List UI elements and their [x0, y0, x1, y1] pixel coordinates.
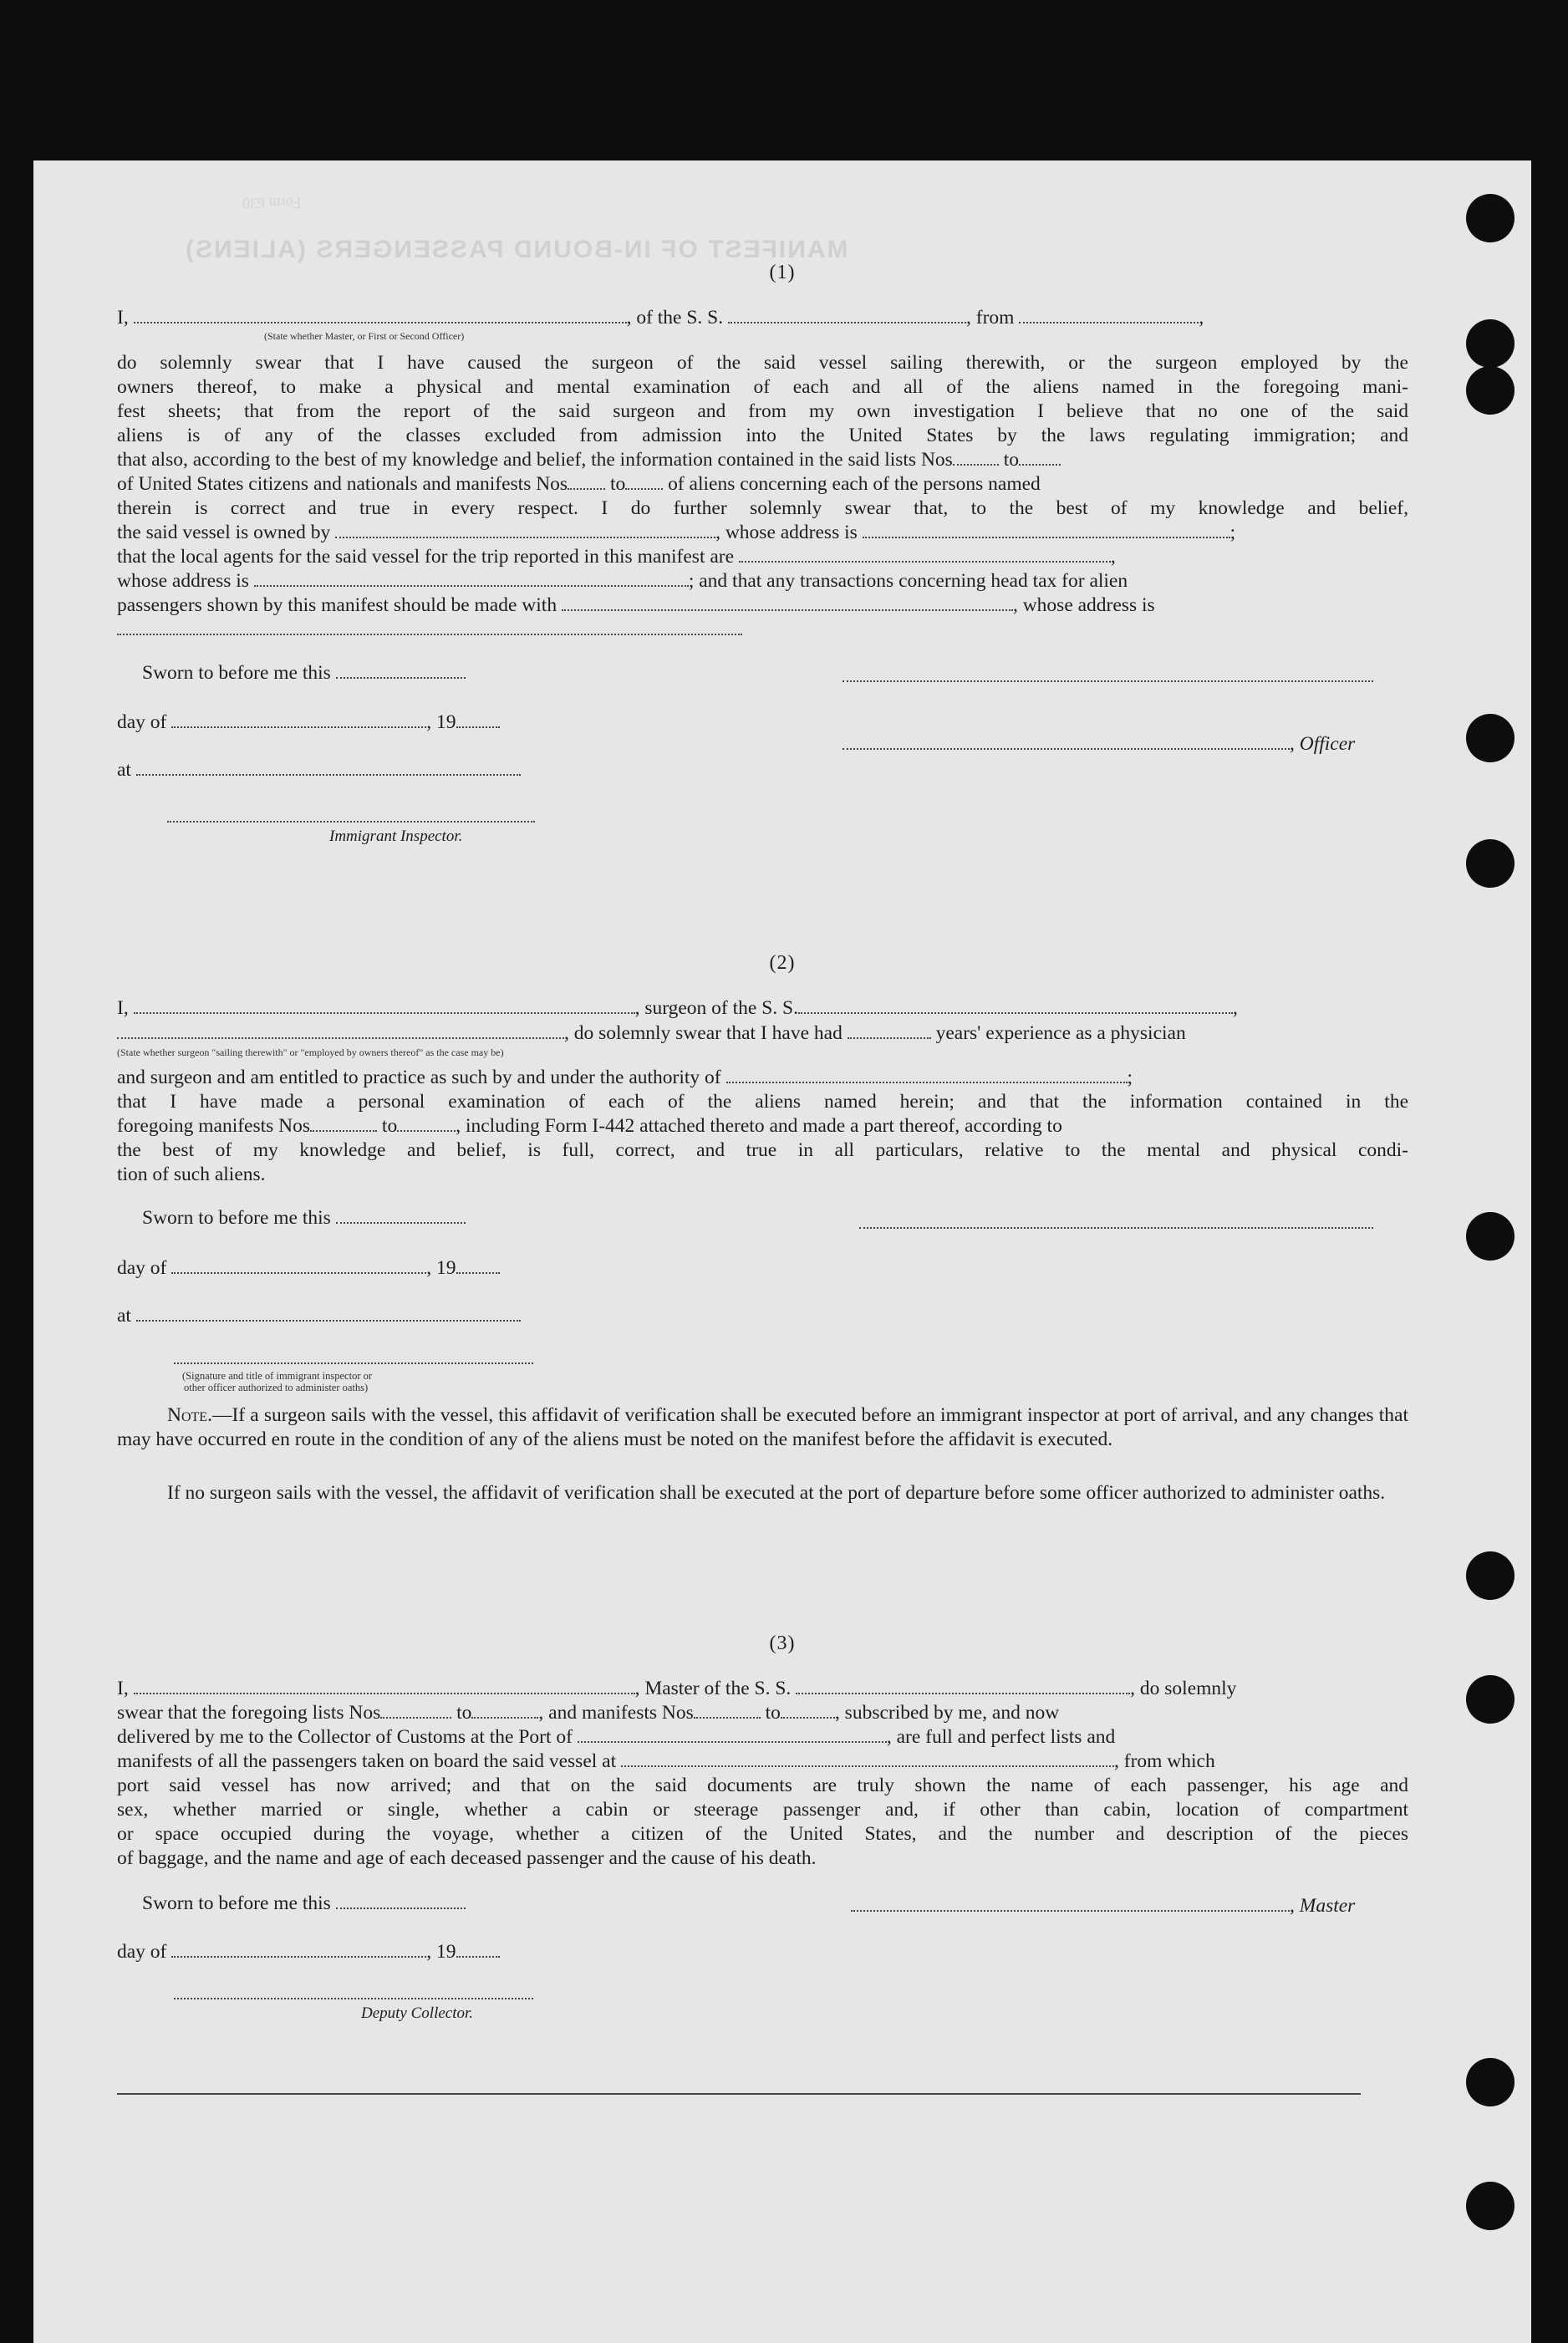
section-3-line-8: of baggage, and the name and age of each deceased passenger and the cause of his death. [117, 1847, 817, 1869]
punch-hole-icon [1466, 2182, 1515, 2230]
punch-hole-icon [1466, 1551, 1515, 1600]
section-1-at: at [117, 759, 521, 782]
punch-hole-icon [1466, 1675, 1515, 1724]
deputy-signature-line [174, 1998, 533, 1999]
surgeon-signature-line [859, 1227, 1373, 1229]
section-2-day: day of , 19 [117, 1257, 500, 1280]
section-1-line-9: the said vessel is owned by , whose address is ; [117, 522, 1236, 543]
immigrant-inspector-label: Immigrant Inspector. [329, 828, 463, 845]
punch-hole-icon [1466, 194, 1515, 242]
section-1-line-12: passengers shown by this manifest should be made with , whose address is [117, 594, 1155, 616]
section-2-note: Note.—If a surgeon sails with the vessel, this affidavit of verification shall be executed before an immigrant inspector at port of arrival, and any changes that may have occurred en route in the condition of any of the aliens must be noted on the manifest before the affidavit is executed. [117, 1404, 1408, 1450]
section-3-day: day of , 19 [117, 1941, 500, 1964]
signature-title-hint-1: (Signature and title of immigrant inspector or [182, 1370, 373, 1382]
section-2-line-4: that I have made a personal examination of each of the aliens named herein; and that the information contained in the [117, 1091, 1408, 1113]
section-3-line-1: I, , Master of the S. S. , do solemnly [117, 1678, 1237, 1699]
officer-signature-line [174, 1363, 533, 1364]
section-2-line-5: foregoing manifests Nos to , including Form I-442 attached thereto and made a part thereof, according to [117, 1115, 1062, 1137]
section-1-line-11: whose address is ; and that any transactions concerning head tax for alien [117, 570, 1128, 592]
section-1-line-6: that also, according to the best of my knowledge and belief, the information contained in the said lists Nos to [117, 448, 1408, 472]
section-1-signature-line [843, 680, 1373, 682]
section-2-line-1: I, , surgeon of the S. S. , [117, 997, 1238, 1019]
section-1-line-5: aliens is of any of the classes excluded from admission into the United States by the laws regulating immigration; and [117, 425, 1408, 446]
bottom-rule [117, 2093, 1361, 2095]
section-2-number: (2) [769, 952, 796, 974]
punch-hole-icon [1466, 2058, 1515, 2106]
form-sheet [33, 160, 1531, 2343]
section-3-line-4: manifests of all the passengers taken on board the said vessel at , from which [117, 1750, 1215, 1772]
punch-hole-icon [1466, 1212, 1515, 1261]
section-3-line-3: delivered by me to the Collector of Customs at the Port of , are full and perfect lists and [117, 1726, 1116, 1748]
section-3-number: (3) [769, 1632, 796, 1654]
section-1-number: (1) [769, 262, 796, 283]
bleed-through-form-number: Form 630 [242, 195, 302, 211]
section-1-line-4: fest sheets; that from the report of the said surgeon and from my own investigation I believe that no one of the said [117, 400, 1408, 422]
section-2-at: at [117, 1305, 521, 1327]
punch-hole-icon [1466, 319, 1515, 368]
address-continuation-line [117, 634, 742, 635]
inspector-signature-line [167, 821, 535, 823]
section-3-line-5: port said vessel has now arrived; and that on the said documents are truly shown the name of each passenger, his age and [117, 1775, 1408, 1796]
punch-hole-icon [1466, 839, 1515, 888]
section-1-officer: , Officer [843, 733, 1355, 756]
section-2-note-2: If no surgeon sails with the vessel, the affidavit of verification shall be executed at the port of departure before some officer authorized to administer oaths. [167, 1482, 1386, 1504]
punch-hole-icon [1466, 366, 1515, 415]
section-2-line-6: the best of my knowledge and belief, is full, correct, and true in all particulars, relative to the mental and physical condi- [117, 1139, 1408, 1161]
section-2-line-2: , do solemnly swear that I have had years' experience as a physician [117, 1021, 1408, 1046]
deputy-collector-label: Deputy Collector. [361, 2004, 474, 2022]
section-3-line-2: swear that the foregoing lists Nos to , and manifests Nos to , subscribed by me, and now [117, 1702, 1060, 1724]
section-3-sworn: Sworn to before me this [142, 1892, 466, 1915]
section-3-line-6: sex, whether married or single, whether a cabin or steerage passenger and, if other than cabin, location of compartment [117, 1799, 1408, 1821]
section-2-line-7: tion of such aliens. [117, 1164, 266, 1185]
section-3-line-7: or space occupied during the voyage, whether a citizen of the United States, and the number and description of the pieces [117, 1823, 1408, 1845]
section-1-line-10: that the local agents for the said vessel for the trip reported in this manifest are , [117, 546, 1116, 568]
section-2-line-3: and surgeon and am entitled to practice as such by and under the authority of ; [117, 1067, 1133, 1088]
section-1-line-8: therein is correct and true in every respect. I do further solemnly swear that, to the best of my knowledge and belief, [117, 497, 1408, 519]
section-2-sworn: Sworn to before me this [142, 1207, 466, 1230]
surgeon-status-hint: (State whether surgeon "sailing therewith" or "employed by owners thereof" as the case may be) [117, 1047, 504, 1058]
section-1-line-3: owners thereof, to make a physical and mental examination of each and all of the aliens named in the foregoing mani- [117, 376, 1408, 398]
signature-title-hint-2: other officer authorized to administer oaths) [184, 1382, 369, 1393]
section-1-line-1: I, , of the S. S. , from , [117, 307, 1204, 329]
bleed-through-title: MANIFEST OF IN-BOUND PASSENGERS (ALIENS) [184, 236, 848, 263]
section-1-line-7: of United States citizens and nationals and manifests Nos to of aliens concerning each of the persons named [117, 473, 1041, 495]
section-1-line-2: do solemnly swear that I have caused the surgeon of the said vessel sailing therewith, or the surgeon employed by the [117, 352, 1408, 374]
section-1-sworn: Sworn to before me this [142, 662, 466, 685]
master-officer-hint: (State whether Master, or First or Second Officer) [264, 330, 465, 342]
punch-hole-icon [1466, 714, 1515, 762]
section-1-day: day of , 19 [117, 711, 500, 734]
section-3-master: , Master [851, 1895, 1355, 1918]
